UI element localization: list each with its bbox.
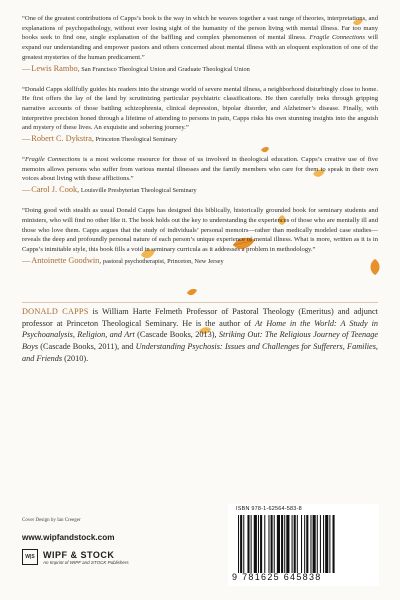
endorser-name: Antoinette Goodwin,: [31, 255, 102, 265]
attribution: [22, 64, 378, 75]
barcode-bar: [325, 515, 328, 573]
publisher-website[interactable]: www.wipfandstock.com: [22, 533, 115, 542]
isbn-barcode: [228, 504, 379, 586]
endorser-affiliation: Louisville Presbyterian Theological Seminary: [79, 187, 197, 195]
barcode-bar: [240, 515, 242, 573]
quote-text: is a most welcome resource for those of us involved in theological education. Capps’s creative use of five memoirs allows persons who suffer from various mental illnesses and the family members who care for them to speak in their own voices about living with these afflictions.”: [22, 156, 378, 183]
section-divider: [22, 302, 378, 303]
attribution-dash: —: [22, 63, 31, 73]
book-title: Fragile Connections: [309, 34, 365, 42]
barcode-bar: [313, 515, 316, 573]
barcode-bar: [304, 515, 305, 573]
barcode-bar: [258, 515, 259, 573]
barcode-bar: [301, 515, 302, 573]
barcode-bar: [277, 515, 280, 573]
isbn-digits: 9 781625 645838: [232, 572, 322, 582]
barcode-bar: [323, 515, 324, 573]
barcode-bar: [292, 515, 293, 573]
barcode-bar: [264, 515, 265, 573]
book-title: At Home in the World: A Study in Psychoanalysis, Religion, and Art: [22, 318, 378, 340]
endorsement-goodwin: [22, 206, 378, 267]
attribution-dash: —: [22, 185, 31, 195]
endorser-affiliation: pastoral psychotherapist, Princeton, New Jersey: [101, 257, 224, 265]
bio-text: (Cascade Books, 2013),: [134, 330, 219, 340]
barcode-bar: [297, 515, 298, 573]
quote-text: will expand our understanding and empower pastors and others concerned about mental illness with an eloquent exploration of one of the greatest mysteries of the human predicament.”: [22, 34, 378, 61]
endorser-name: Carol J. Cook,: [31, 185, 80, 195]
quote-text: “: [22, 156, 25, 164]
quote-text: “One of the greatest contributions of Capps’s book is the way in which he weaves together a vast range of theories, interpretations, and explanations of psychopathology, without ever losing sight of the humanity of the person living with mental illness. Far too many books seek to find one, single explanation of the baffling and complex phenomenon of mental illness.: [22, 15, 378, 42]
endorsement-dykstra: [22, 85, 378, 146]
endorser-name: Lewis Rambo,: [31, 63, 80, 73]
endorsement-cook: [22, 155, 378, 196]
cover-design-credit: Cover Design by Ian Creeger: [22, 518, 81, 523]
barcode-bar: [333, 515, 335, 573]
attribution-dash: —: [22, 134, 31, 144]
barcode-bar: [284, 515, 285, 573]
endorser-affiliation: San Francisco Theological Union and Graduate Theological Union: [79, 65, 250, 73]
barcode-bar: [254, 515, 257, 573]
barcode-bar: [329, 515, 330, 573]
barcode-bar: [320, 515, 321, 573]
barcode-bar: [251, 515, 252, 573]
endorsement-rambo: [22, 14, 378, 75]
barcode-bar: [247, 515, 249, 573]
publisher-name: WIPF & STOCK: [43, 549, 115, 560]
bio-text: (2010).: [62, 353, 89, 363]
leaf-illustration: [186, 288, 198, 298]
barcode-bar: [238, 515, 239, 573]
publisher-imprint: [22, 549, 222, 565]
attribution-dash: —: [22, 255, 31, 265]
bio-text: (Cascade Books, 2011), and: [38, 342, 136, 352]
endorser-affiliation: Princeton Theological Seminary: [93, 136, 177, 144]
publisher-text: [43, 550, 129, 565]
attribution: [22, 256, 378, 267]
book-title: Striking Out: The Religious Journey of Teenage Boys: [22, 330, 378, 352]
attribution: [22, 134, 378, 145]
publisher-block: [22, 518, 222, 565]
book-title: Fragile Connections: [24, 156, 81, 164]
author-name: DONALD CAPPS: [22, 307, 89, 316]
bio-text: is William Harte Felmeth Professor of Pastoral Theology (Emeritus) and adjunct professor at Princeton Theological Seminary. He is the author of: [22, 307, 378, 328]
publisher-tagline: An Imprint of WIPF and STOCK Publishers: [43, 559, 129, 565]
barcode-bar: [310, 515, 311, 573]
author-bio: [22, 306, 378, 365]
barcode-bar: [306, 515, 308, 573]
endorser-name: Robert C. Dykstra,: [31, 134, 94, 144]
barcode-bar: [260, 515, 262, 573]
barcode-bar: [286, 515, 289, 573]
isbn-label: ISBN 978-1-62564-583-8: [236, 506, 302, 512]
quote-text: “Donald Capps skillfully guides his readers into the strange world of severe mental illness, a neighborhood disturbingly close to home. He first offers the lay of the land by scrutinizing particular psychiatric classifications. He then carefully treks through gripping narrative accounts of those battling schizophrenia, clinical depression, bipolar disorder, and Alzheimer’s disease. Finally, with interpretive precision honed through a lifetime of attending to persons in pain, Capps risks his own stunning insights into the anguish and mystery of these lives. An exquisite and sobering journey.”: [22, 85, 378, 132]
publisher-logo: W|S: [22, 549, 38, 565]
book-title: Understanding Psychosis: Issues and Challenges for Sufferers, Families, and Friends: [22, 342, 378, 363]
barcode-bar: [274, 515, 275, 573]
barcode-bar: [281, 515, 283, 573]
barcode-bar: [268, 515, 269, 573]
barcode-bar: [294, 515, 296, 573]
barcode-bar: [317, 515, 318, 573]
attribution: [22, 185, 378, 196]
endorsements: [22, 14, 378, 277]
barcode-bar: [271, 515, 273, 573]
barcode-graphic: [234, 515, 373, 573]
barcode-bar: [243, 515, 244, 573]
quote-text: “Doing good with stealth as usual Donald Capps has designed this biblically, historically grounded book for seminary students and ministers, who will find no other like it. The book holds out the key to understanding the experiences of those who are mentally ill and those who love them. Capps argues that the study of individuals’ personal memoirs—rather than medically modeled case studies—reveals the deep and profoundly personal nature of each person’s unique experience of mental illness. What is more, written as it is in Capps’s inimitable style, this book fills a void in seminary curricula as it addresses a problem in methodology.”: [22, 207, 378, 253]
